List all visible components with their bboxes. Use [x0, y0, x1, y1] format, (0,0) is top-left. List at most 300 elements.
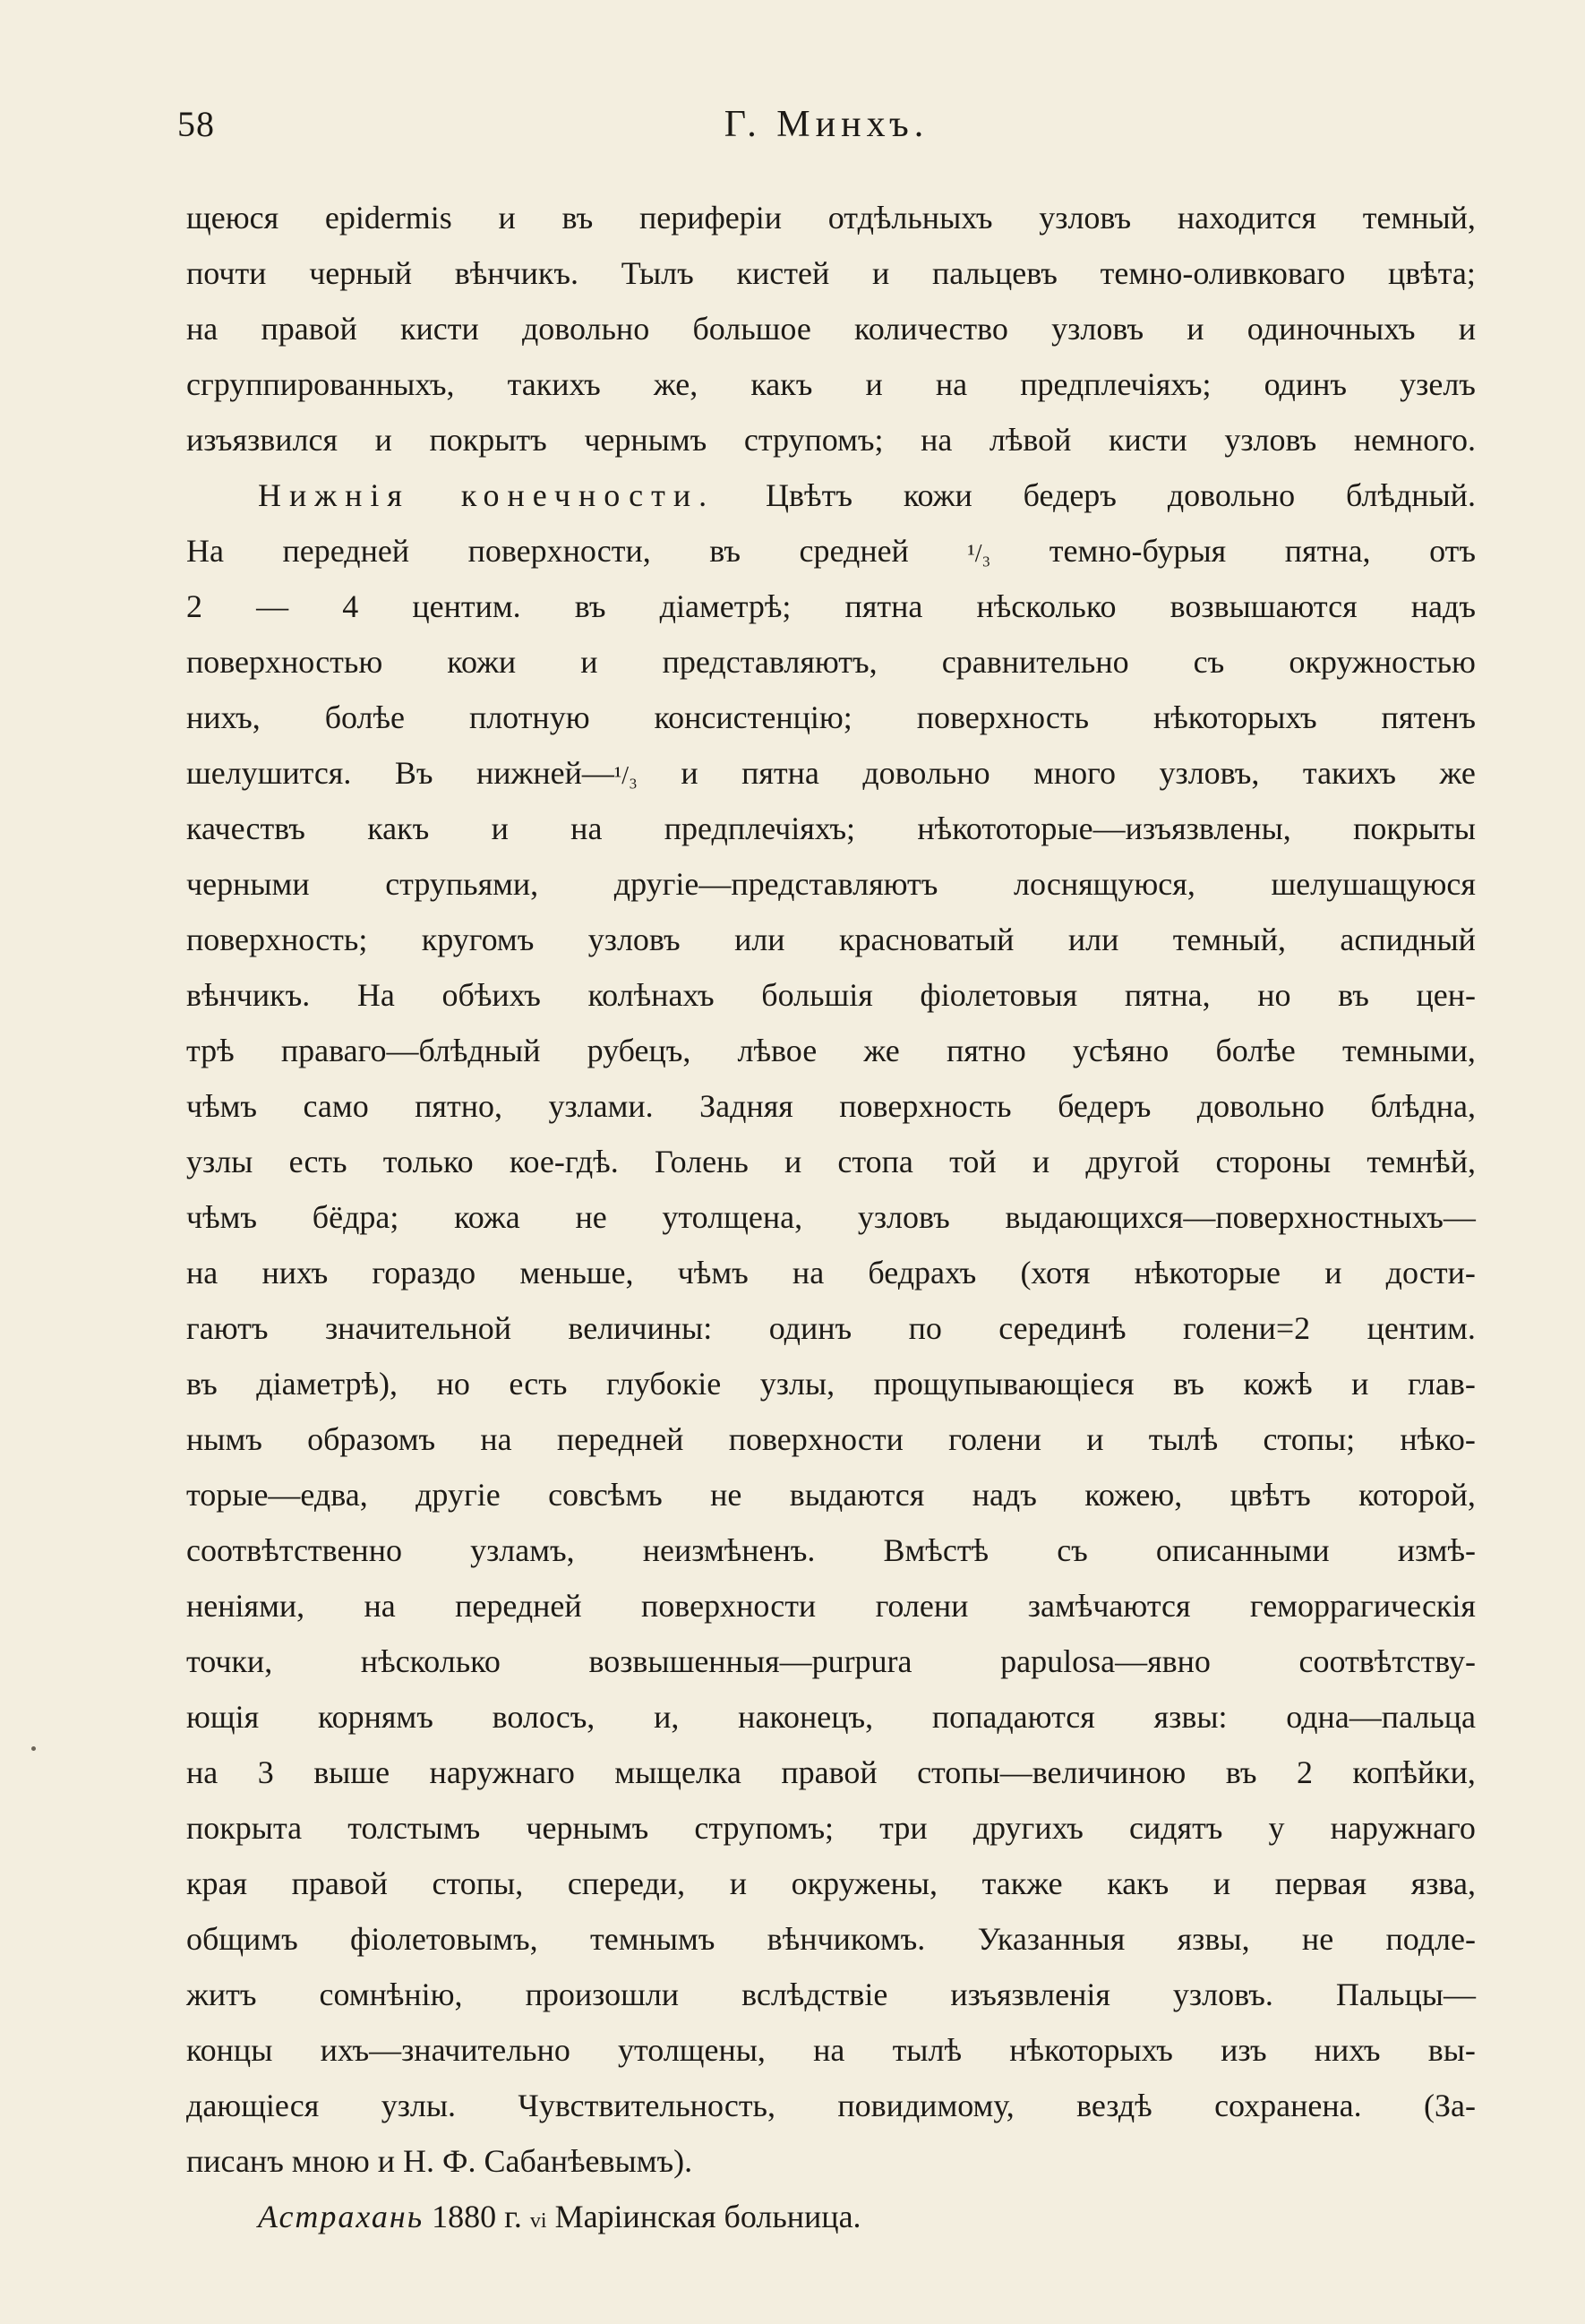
word: въ	[186, 1366, 218, 1402]
word: немного.	[1353, 422, 1476, 458]
word: правой	[781, 1754, 878, 1790]
word: почти	[186, 255, 267, 291]
word: пятна	[844, 588, 923, 624]
word: и	[580, 644, 598, 680]
word: въ	[561, 200, 594, 236]
word: корнямъ	[317, 1699, 433, 1735]
word: темно-оливковаго	[1100, 255, 1346, 291]
word: и	[871, 255, 890, 291]
word: гаютъ	[186, 1310, 269, 1346]
text-line	[186, 1078, 1476, 1134]
word: и	[1032, 1144, 1050, 1179]
word: наконецъ,	[738, 1699, 874, 1735]
word: шелушится.	[186, 755, 352, 791]
word: щеюся	[186, 200, 279, 236]
word: узлами.	[548, 1088, 654, 1124]
word: утолщена,	[662, 1199, 803, 1235]
word: такихъ	[1302, 755, 1397, 791]
word: діаметрѣ),	[256, 1366, 398, 1402]
word: есть	[288, 1144, 347, 1179]
word: стопы,	[432, 1865, 524, 1901]
word: На	[186, 533, 224, 569]
word: пятна	[741, 755, 819, 791]
word: нихъ,	[186, 699, 261, 735]
word: покрыта	[186, 1810, 303, 1846]
word: и	[374, 422, 392, 458]
word: голени	[875, 1588, 969, 1624]
word: ¹/₃	[967, 540, 991, 568]
word: черными	[186, 866, 310, 902]
text-line	[186, 1189, 1476, 1245]
page-number: 58	[177, 104, 215, 144]
word: находится	[1177, 200, 1316, 236]
text-line: писанъ мною и Н. Ф. Сабанѣевымъ).	[186, 2143, 693, 2179]
word: кистей	[736, 255, 830, 291]
word: ихъ—значительно	[320, 2032, 570, 2068]
word: узловъ,	[1159, 755, 1260, 791]
word: нѣсколько	[360, 1643, 501, 1679]
word: темный,	[1172, 922, 1286, 957]
word: голени	[948, 1421, 1041, 1457]
body-text	[186, 190, 1476, 2244]
word: общимъ	[186, 1921, 298, 1957]
word: нѣкоторыхъ	[1009, 2032, 1173, 2068]
word: 3	[257, 1754, 274, 1790]
word: шелушащуюся	[1271, 866, 1476, 902]
word: кожа	[454, 1199, 520, 1235]
word: язва,	[1410, 1865, 1476, 1901]
word: отдѣльныхъ	[827, 200, 993, 236]
word: же,	[653, 366, 698, 402]
word: бедеръ	[1023, 477, 1117, 513]
word: какъ	[750, 366, 813, 402]
word: темный,	[1362, 200, 1476, 236]
signoff-year: 1880 г.	[432, 2199, 522, 2234]
word: изъ	[1221, 2032, 1267, 2068]
word: чернымъ	[526, 1810, 649, 1846]
word: кисти	[1109, 422, 1187, 458]
word: концы	[186, 2032, 273, 2068]
word: нѣко-	[1400, 1421, 1476, 1457]
text-line	[186, 1245, 1476, 1300]
word: совсѣмъ	[548, 1477, 663, 1513]
word: другіе—представляютъ	[613, 866, 938, 902]
word: поверхности,	[467, 533, 651, 569]
word: или	[1067, 922, 1119, 957]
word: передней	[455, 1588, 582, 1624]
word: одинъ	[1264, 366, 1348, 402]
word: кожи	[447, 644, 517, 680]
word: узловъ	[1051, 311, 1144, 347]
word: узловъ.	[1172, 1977, 1273, 2012]
word: меньше,	[519, 1255, 634, 1291]
word: въ	[709, 533, 741, 569]
word: чѣмъ	[186, 1199, 258, 1235]
word: пальцевъ	[932, 255, 1058, 291]
word: нихъ	[1314, 2032, 1381, 2068]
word: голени=2	[1183, 1310, 1311, 1346]
word: копѣйки,	[1352, 1754, 1476, 1790]
text-line	[186, 1467, 1476, 1522]
word: возвышенныя—purpura	[588, 1643, 912, 1679]
word: на	[570, 810, 603, 846]
word: соотвѣтству-	[1298, 1643, 1476, 1679]
word: съ	[1057, 1532, 1088, 1568]
word: надъ	[972, 1477, 1037, 1513]
word: въ	[1173, 1366, 1204, 1402]
word: болѣе	[324, 699, 406, 735]
word: отъ	[1429, 533, 1476, 569]
word: Пальцы—	[1335, 1977, 1476, 2012]
word: цвѣтъ	[1229, 1477, 1311, 1513]
word: другихъ	[972, 1810, 1084, 1846]
word: и	[498, 200, 516, 236]
word: наружнаго	[1330, 1810, 1476, 1846]
word: довольно	[1167, 477, 1296, 513]
word: на	[921, 422, 953, 458]
text-line	[186, 245, 1476, 301]
word: Голень	[654, 1144, 749, 1179]
word: блѣдна,	[1370, 1088, 1476, 1124]
word: какъ	[367, 810, 430, 846]
word: лѣвой	[989, 422, 1072, 458]
text-line	[186, 467, 1476, 523]
word: глубокіе	[605, 1366, 722, 1402]
word: на	[186, 311, 218, 347]
text-line	[186, 801, 1476, 856]
word: гораздо	[372, 1255, 476, 1291]
text-line	[186, 1967, 1476, 2022]
word: на	[935, 366, 968, 402]
word: возвышаются	[1169, 588, 1358, 624]
word: На	[356, 977, 395, 1013]
word: описанными	[1155, 1532, 1330, 1568]
word: аспидный	[1340, 922, 1476, 957]
word: у	[1268, 1810, 1285, 1846]
word: ющія	[186, 1699, 260, 1735]
word: въ	[574, 588, 606, 624]
word: кожею,	[1084, 1477, 1183, 1513]
word: поверхность	[839, 1088, 1012, 1124]
word: попадаются	[931, 1699, 1095, 1735]
word: другой	[1085, 1144, 1180, 1179]
text-line	[186, 356, 1476, 412]
word: пятна,	[1124, 977, 1211, 1013]
word: значительной	[324, 1310, 511, 1346]
word: на	[480, 1421, 512, 1457]
text-line	[186, 1911, 1476, 1967]
word: но	[1257, 977, 1291, 1013]
word: представляютъ,	[662, 644, 878, 680]
word: и	[1351, 1366, 1369, 1402]
word: стопы—величиною	[917, 1754, 1187, 1790]
word: не	[575, 1199, 607, 1235]
signoff-line	[186, 2189, 1476, 2244]
word: сгруппированныхъ,	[186, 366, 455, 402]
word: замѣчаются	[1027, 1588, 1191, 1624]
word: узлы,	[759, 1366, 835, 1402]
word: трѣ	[186, 1033, 235, 1068]
word: узловъ	[587, 922, 681, 957]
word: изъязвился	[186, 422, 338, 458]
word: рубецъ,	[587, 1033, 691, 1068]
word: и	[1086, 1421, 1104, 1457]
word: толстымъ	[347, 1810, 481, 1846]
word: конечности.	[460, 477, 715, 513]
word: вѣнчикомъ.	[767, 1921, 926, 1957]
word: геморрагическія	[1249, 1588, 1476, 1624]
word: темными,	[1341, 1033, 1476, 1068]
word: количество	[854, 311, 1008, 347]
word: болѣе	[1215, 1033, 1296, 1068]
word: поверхностью	[186, 644, 383, 680]
text-line	[186, 1689, 1476, 1745]
text-line	[186, 634, 1476, 690]
word: только	[382, 1144, 474, 1179]
text-line	[186, 1745, 1476, 1800]
word: узламъ,	[470, 1532, 575, 1568]
word: и	[865, 366, 883, 402]
word: нѣкототорые—изъязвлены,	[917, 810, 1291, 846]
word: въ	[1225, 1754, 1257, 1790]
word: вы-	[1427, 2032, 1476, 2068]
word: наружнаго	[429, 1754, 575, 1790]
word: чернымъ	[584, 422, 707, 458]
word: много	[1033, 755, 1117, 791]
word: прощупывающіеся	[873, 1366, 1135, 1402]
word: точки,	[186, 1643, 273, 1679]
word: узлы	[186, 1144, 253, 1179]
word: вслѣдствіе	[741, 1977, 888, 2012]
word: узловъ	[1039, 200, 1132, 236]
word: и	[1212, 1865, 1231, 1901]
word: поверхность	[916, 699, 1090, 735]
word: величины:	[568, 1310, 713, 1346]
word: измѣ-	[1397, 1532, 1476, 1568]
word: на	[186, 1255, 218, 1291]
signoff-place: Астрахань	[258, 2199, 424, 2234]
word: глав-	[1407, 1366, 1476, 1402]
word: діаметрѣ;	[659, 588, 792, 624]
word: большія	[761, 977, 873, 1013]
word: но	[436, 1366, 470, 1402]
text-line	[186, 2078, 1476, 2133]
word: чѣмъ	[186, 1088, 258, 1124]
word: утолщены,	[618, 2032, 766, 2068]
word: же	[1439, 755, 1476, 791]
text-line	[186, 856, 1476, 912]
word: обѣихъ	[441, 977, 541, 1013]
text-line	[186, 301, 1476, 356]
word: неизмѣненъ.	[642, 1532, 816, 1568]
word: довольно	[862, 755, 990, 791]
word: блѣдный.	[1345, 477, 1476, 513]
word: (За-	[1424, 2088, 1476, 2123]
word: и	[729, 1865, 748, 1901]
word: 2	[1296, 1754, 1313, 1790]
text-line	[186, 1800, 1476, 1856]
word: нѣкоторые	[1134, 1255, 1281, 1291]
word: Указанныя	[977, 1921, 1126, 1957]
text-line	[186, 412, 1476, 467]
word: на	[813, 2032, 845, 2068]
word: выше	[313, 1754, 390, 1790]
text-line	[186, 1023, 1476, 1078]
word: лѣвое	[737, 1033, 818, 1068]
word: не	[710, 1477, 742, 1513]
word: сидятъ	[1128, 1810, 1223, 1846]
word: кругомъ	[421, 922, 535, 957]
word: лоснящуюся,	[1014, 866, 1195, 902]
word: нѣсколько	[976, 588, 1117, 624]
word: узлы.	[381, 2088, 457, 2123]
word: какъ	[1107, 1865, 1169, 1901]
word: язвы,	[1177, 1921, 1250, 1957]
word: довольно	[521, 311, 650, 347]
word: первая	[1274, 1865, 1367, 1901]
word: волосъ,	[492, 1699, 595, 1735]
word: красноватый	[838, 922, 1015, 957]
word: праваго—блѣдный	[280, 1033, 541, 1068]
word: не	[1301, 1921, 1334, 1957]
word: образомъ	[307, 1421, 436, 1457]
word: въ	[1338, 977, 1369, 1013]
word: (хотя	[1020, 1255, 1091, 1291]
word: покрыты	[1353, 810, 1476, 846]
text-line	[186, 1578, 1476, 1634]
word: соотвѣтственно	[186, 1532, 402, 1568]
word: кожи	[903, 477, 972, 513]
signoff-note: vi	[529, 2209, 547, 2233]
word: 2	[186, 588, 202, 624]
word: бедеръ	[1058, 1088, 1152, 1124]
word: по	[908, 1310, 942, 1346]
word: довольно	[1196, 1088, 1325, 1124]
word: неніями,	[186, 1588, 305, 1624]
word: и	[1324, 1255, 1342, 1291]
word: же	[863, 1033, 900, 1068]
word: вездѣ	[1076, 2088, 1152, 2123]
text-line	[186, 1856, 1476, 1911]
word: торые—едва,	[186, 1477, 368, 1513]
word: бедрахъ	[868, 1255, 977, 1291]
text-line	[186, 967, 1476, 1023]
word: на	[364, 1588, 396, 1624]
page-header	[177, 103, 1476, 157]
word: цен-	[1416, 977, 1476, 1013]
word: пятно	[946, 1033, 1026, 1068]
word: черный	[309, 255, 412, 291]
word: цвѣта;	[1387, 255, 1476, 291]
word: темнѣй,	[1367, 1144, 1476, 1179]
word: съ	[1193, 644, 1225, 680]
word: плотную	[468, 699, 590, 735]
word: бёдра;	[312, 1199, 399, 1235]
word: papulosa—явно	[1000, 1643, 1211, 1679]
word: вѣнчикъ.	[454, 255, 579, 291]
running-title: Г. Минхъ.	[724, 104, 930, 145]
word: и	[784, 1144, 802, 1179]
text-line	[186, 523, 1476, 579]
word: Вмѣстѣ	[883, 1532, 990, 1568]
word: повидимому,	[837, 2088, 1015, 2123]
text-line	[186, 190, 1476, 245]
word: произошли	[525, 1977, 680, 2012]
text-line	[186, 579, 1476, 634]
word: поверхность;	[186, 922, 368, 957]
word: Тылъ	[621, 255, 694, 291]
word: Въ	[394, 755, 433, 791]
word: передней	[282, 533, 410, 569]
word: поверхности	[728, 1421, 904, 1457]
word: выдаются	[789, 1477, 925, 1513]
word: узелъ	[1400, 366, 1476, 402]
text-line	[186, 1522, 1476, 1578]
word: Задняя	[699, 1088, 793, 1124]
text-line	[186, 912, 1476, 967]
word: темно-бурыя	[1049, 533, 1227, 569]
word: качествъ	[186, 810, 305, 846]
word: кое-гдѣ.	[509, 1144, 619, 1179]
word: чѣмъ	[677, 1255, 749, 1291]
word: три	[879, 1810, 928, 1846]
word: одиночныхъ	[1247, 311, 1416, 347]
word: поверхности	[641, 1588, 817, 1624]
word: —	[256, 588, 289, 624]
word: кожѣ	[1243, 1366, 1313, 1402]
word: правой	[291, 1865, 388, 1901]
word: струпьями,	[385, 866, 539, 902]
word: и	[1187, 311, 1204, 347]
word: тылѣ	[1148, 1421, 1219, 1457]
word: Цвѣтъ	[766, 477, 852, 513]
word: житъ	[186, 1977, 257, 2012]
word: пятенъ	[1381, 699, 1476, 735]
text-lines	[186, 190, 1476, 2189]
word: окружностью	[1289, 644, 1476, 680]
word: нижней—¹/₃	[476, 755, 638, 791]
word: пятна,	[1284, 533, 1371, 569]
word: узловъ	[1224, 422, 1317, 458]
word: консистенцію;	[654, 699, 852, 735]
word: другіе	[416, 1477, 501, 1513]
word: усѣяно	[1072, 1033, 1169, 1068]
word: центим.	[412, 588, 521, 624]
word: струпомъ;	[694, 1810, 835, 1846]
word: нѣкоторыхъ	[1152, 699, 1317, 735]
word: темнымъ	[590, 1921, 715, 1957]
word: изъязвленія	[950, 1977, 1110, 2012]
word: фіолетовымъ,	[350, 1921, 538, 1957]
word: Нижнія	[258, 477, 410, 513]
word: предплечіяхъ;	[664, 810, 856, 846]
word: одинъ	[768, 1310, 852, 1346]
word: 4	[342, 588, 359, 624]
word: сравнительно	[941, 644, 1129, 680]
word: окружены,	[791, 1865, 938, 1901]
word: на	[792, 1255, 825, 1291]
word: предплечіяхъ;	[1020, 366, 1212, 402]
word: есть	[509, 1366, 568, 1402]
word: периферіи	[638, 200, 783, 236]
word: центим.	[1367, 1310, 1476, 1346]
word: Чувствительность,	[518, 2088, 775, 2123]
word: которой,	[1358, 1477, 1476, 1513]
text-line	[186, 1411, 1476, 1467]
signoff-hospital: Маріинская больница.	[554, 2199, 861, 2234]
word: вѣнчикъ.	[186, 977, 311, 1013]
word: стопа	[837, 1144, 913, 1179]
